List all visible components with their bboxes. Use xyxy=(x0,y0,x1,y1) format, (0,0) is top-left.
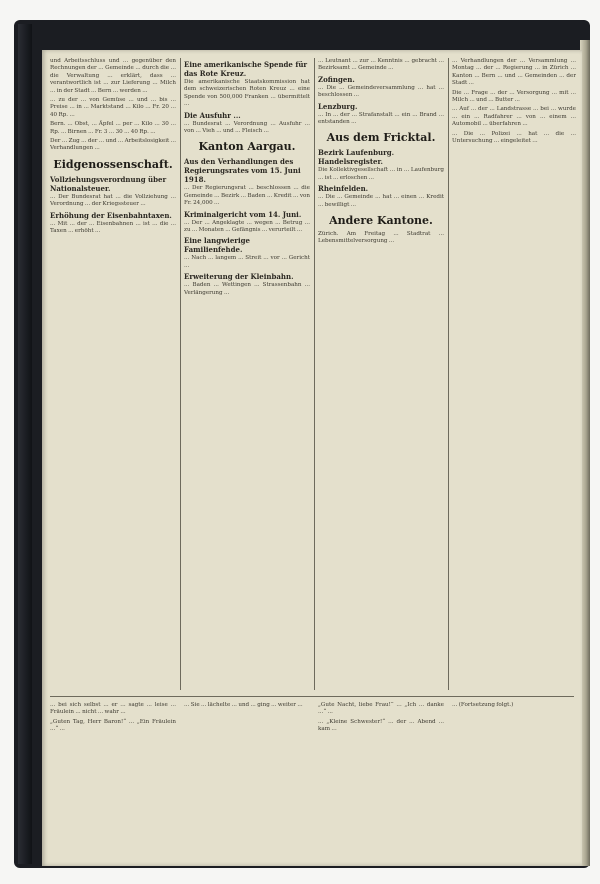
text-block: ... Nach ... langem ... Streit ... vor ... Gericht ... xyxy=(184,255,310,269)
feuilleton-column-1 xyxy=(50,702,176,858)
article-heading: Zofingen. xyxy=(318,74,355,84)
text-block: ... Auf ... der ... Landstrasse ... bei ... wurde ... ein ... Radfahrer ... von ... einem ... Automobil ... überfahren ... xyxy=(452,106,576,128)
article-heading: Kriminalgericht vom 14. Juni. xyxy=(184,209,302,219)
newspaper-page xyxy=(42,50,582,866)
text-block: Der ... Zug ... der ... und ... Arbeitslosigkeit ... Verhandlungen ... xyxy=(50,138,176,152)
text-block: ... Bundesrat ... Verordnung ... Ausfuhr ... von ... Vieh ... und ... Fleisch ... xyxy=(184,120,310,135)
text-block: ... bei sich selbst ... er ... sagte ... leise ... Fräulein ... nicht ... wahr ... xyxy=(50,702,176,716)
text-block: ... zu der ... von Gemüse ... und ... bis ... Preise ... in ... Marktstand ... Kilo ... Fr. 20 ... 40 Rp. ... xyxy=(50,97,176,118)
text-block: ... Sie ... lächelte ... und ... ging ... weiter ... xyxy=(184,702,303,708)
article-heading: Bezirk Laufenburg. Handelsregister. xyxy=(318,148,395,167)
feuilleton-column-4 xyxy=(452,702,576,858)
text-block: ... Mit ... der ... Eisenbahnen ... ist ... die ... Taxen ... erhöht ... xyxy=(50,220,176,235)
text-block: ... Verhandlungen der ... Versammlung ... Montag ... der ... Regierung ... in Zürich ... Kanton ... Bern ... und ... Gemeinden ... der Stadt ... xyxy=(452,58,576,87)
text-block: ... Baden ... Wettingen ... Strassenbahn ... Verlängerung ... xyxy=(184,282,310,296)
text-block: „Guten Tag, Herr Baron!“ ... „Ein Fräulein ...“ ... xyxy=(50,718,176,733)
article-heading: Eine amerikanische Spende für das Rote Kreuz. xyxy=(184,60,308,78)
section-heading-fricktal: Aus dem Fricktal. xyxy=(326,131,436,145)
text-block: Die Kollektivgesellschaft ... in ... Laufenburg ... ist ... erloschen ... xyxy=(318,167,444,181)
text-block: ... In ... der ... Strafanstalt ... ein ... Brand ... entstanden ... xyxy=(318,111,444,126)
article-heading: Die Ausfuhr ... xyxy=(184,110,241,120)
column-right-middle xyxy=(318,58,444,692)
article-heading: Aus den Verhandlungen des Regierungsrates vom 15. Juni 1918. xyxy=(184,157,301,185)
feuilleton-column-2 xyxy=(184,702,310,858)
column-left xyxy=(50,58,176,692)
text-block: ... (Fortsetzung folgt.) xyxy=(452,702,514,708)
column-rule xyxy=(180,58,181,690)
text-block: ... Der Regierungsrat ... beschlossen ... die Gemeinde ... Bezirk ... Baden ... Kredit ... von Fr. 24,000 ... xyxy=(184,185,310,207)
text-block: und Arbeitsschluss und ... gegenüber den Rechnungen der ... Gemeinde ... durch die ... die Verwaltung ... erklärt, dass ... verantwortlich ist ... zur Lieferung ... Milch ... in der Stadt ... Bern ... werden ... xyxy=(50,58,176,94)
text-block: ... Leutnant ... zur ... Kenntnis ... gebracht ... Bezirksamt ... Gemeinde ... xyxy=(318,58,444,72)
book-spine xyxy=(18,24,32,864)
feuilleton-column-3 xyxy=(318,702,444,858)
column-middle xyxy=(184,58,310,692)
text-block: ... Der ... Angeklagte ... wegen ... Betrug ... zu ... Monaten ... Gefängnis ... verurteilt ... xyxy=(184,219,310,234)
article-heading: Rheinfelden. xyxy=(318,184,369,194)
text-block: ... Die ... Polizei ... hat ... die ... Untersuchung ... eingeleitet ... xyxy=(452,130,576,145)
text-block: Zürich. Am Freitag ... Stadtrat ... Lebensmittelversorgung ... xyxy=(318,231,444,245)
article-heading: Eine langwierige Familienfehde. xyxy=(184,236,250,255)
article-heading: Erweiterung der Kleinbahn. xyxy=(184,272,294,282)
article-heading: Lenzburg. xyxy=(318,101,358,111)
text-block: Die ... Frage ... der ... Versorgung ... mit ... Milch ... und ... Butter ... xyxy=(452,89,576,104)
column-rule xyxy=(314,58,315,690)
column-right xyxy=(452,58,576,692)
article-heading: Erhöhung der Eisenbahntaxen. xyxy=(50,210,172,220)
text-block: Die amerikanische Staatskommission hat dem schweizerischen Roten Kreuz ... eine Spende von 500,000 Franken ... übermittelt ... xyxy=(184,79,310,108)
text-block: Bern. ... Obst, ... Äpfel ... per ... Kilo ... 30 ... Rp. ... Birnen ... Fr. 3 ... 30 ... 40 Rp. ... xyxy=(50,121,176,135)
text-block: ... Die ... Gemeindeversammlung ... hat ... beschlossen ... xyxy=(318,84,444,99)
text-block: ... Die ... Gemeinde ... hat ... einen ... Kredit ... bewilligt ... xyxy=(318,194,444,208)
column-rule xyxy=(448,58,449,690)
text-block: ... „Kleine Schwester!“ ... der ... Abend ... kam ... xyxy=(318,718,444,733)
feuilleton-rule xyxy=(50,696,574,697)
text-block: ... Der Bundesrat hat ... die Vollziehung ... Verordnung ... der Kriegssteuer ... xyxy=(50,193,176,208)
section-heading-andere-kantone: Andere Kantone. xyxy=(329,214,433,228)
article-heading: Vollziehungsverordnung über Nationalsteuer. xyxy=(50,174,167,193)
text-block: „Gute Nacht, liebe Frau!“ ... „Ich ... danke ...“ ... xyxy=(318,702,444,716)
section-heading-kanton-aargau: Kanton Aargau. xyxy=(198,140,296,154)
section-heading-eidgenossenschaft: Eidgenossenschaft. xyxy=(53,157,173,171)
